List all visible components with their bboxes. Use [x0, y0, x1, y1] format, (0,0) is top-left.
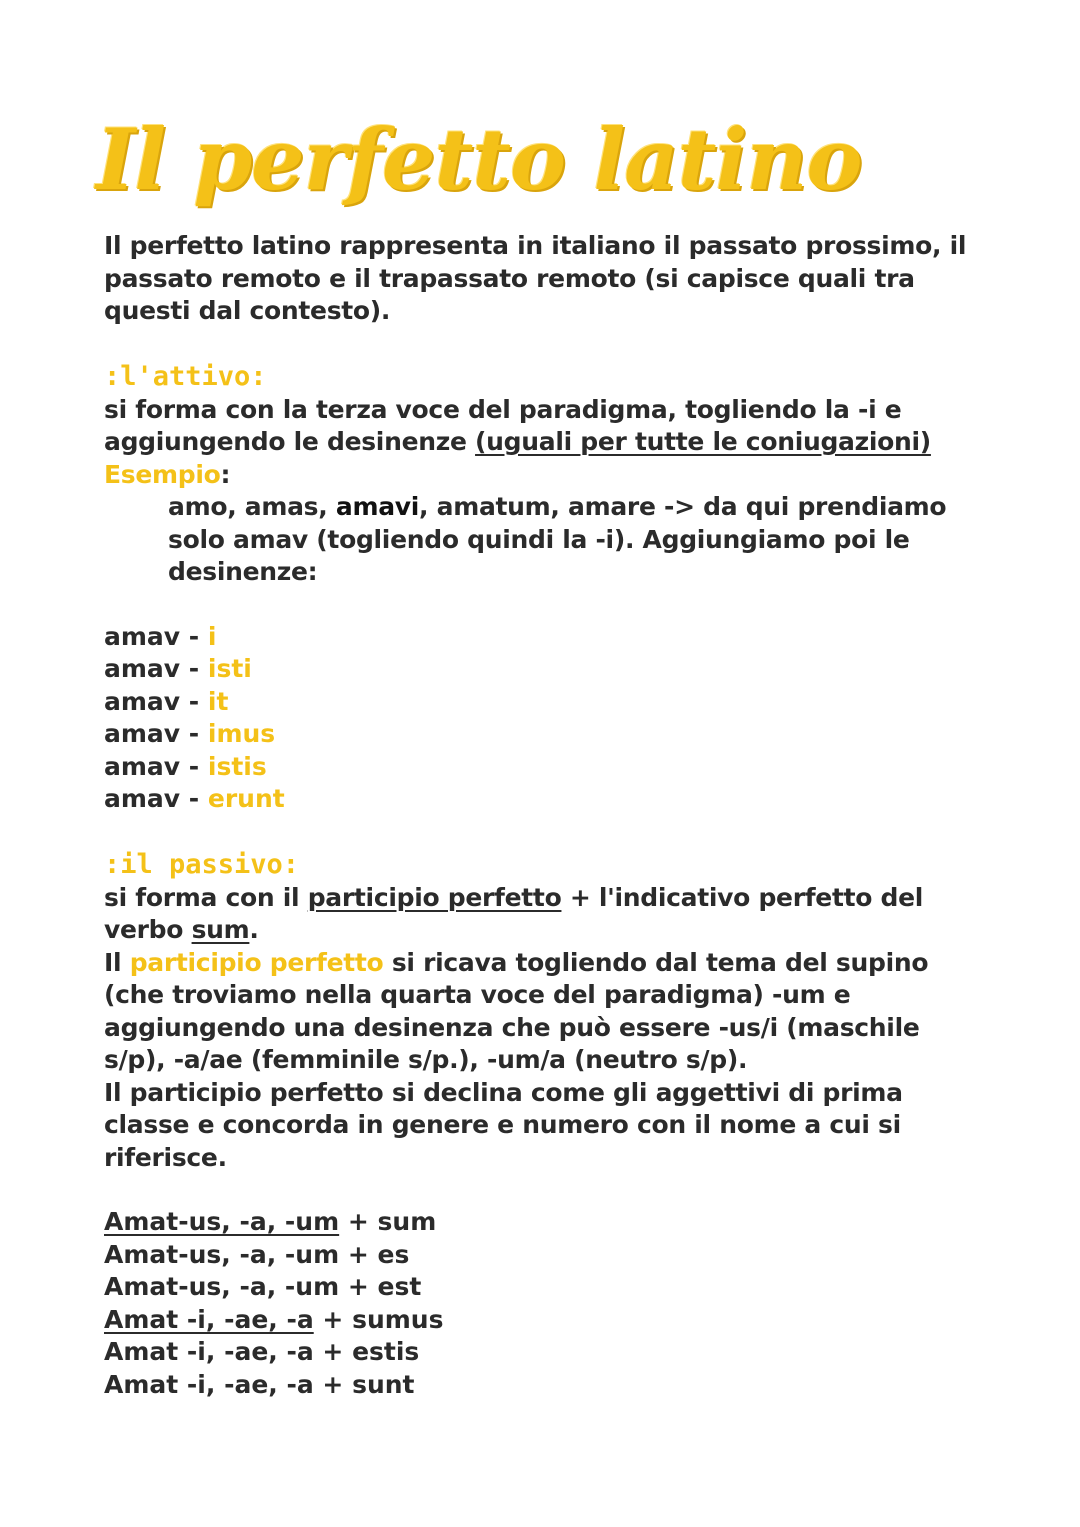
passive-row-aux: + sumus	[313, 1304, 444, 1334]
passive-row-aux: + sum	[339, 1207, 437, 1236]
active-row	[104, 751, 984, 784]
passive-heading: :il passivo:	[104, 848, 300, 880]
passive-row	[104, 1271, 984, 1304]
active-description	[104, 394, 984, 459]
active-row	[104, 783, 984, 816]
passive-description	[104, 882, 984, 947]
passive-row-aux: + es	[339, 1239, 410, 1269]
passive-description-sum: sum	[191, 915, 250, 944]
participle-paragraph-post: si ricava togliendo dal tema del supino (che troviamo nella quarta voce del paradigma) -um e aggiungendo una desinenza che può essere -us/i (maschile s/p), -a/ae (femminile s/p.), -um/a (neutro s/p).	[104, 947, 929, 1074]
active-row-stem: amav -	[104, 784, 208, 813]
passive-row	[104, 1206, 984, 1239]
passive-description-post: .	[249, 915, 259, 944]
intro-paragraph: Il perfetto latino rappresenta in italiano il passato prossimo, il passato remoto e il trapassato remoto (si capisce quali tra questi dal contesto).	[104, 231, 967, 325]
passive-description-underlined: participio perfetto	[307, 882, 562, 912]
participle-paragraph-accent: participio perfetto	[129, 947, 384, 977]
active-row-stem: amav -	[104, 686, 208, 716]
active-row-stem: amav -	[104, 621, 208, 651]
passive-row-form: Amat-us, -a, -um	[104, 1272, 340, 1301]
example-text-bold: amavi	[335, 492, 420, 521]
spacer	[104, 1174, 984, 1206]
page-title: Il perfetto latino	[96, 110, 862, 209]
active-heading: :l'attivo:	[104, 360, 267, 392]
example-colon: :	[220, 459, 231, 489]
passive-conjugation-table	[104, 1206, 984, 1401]
example-label: Esempio	[104, 459, 221, 489]
example-text-post: , amatum, amare -> da qui prendiamo solo amav (togliendo quindi la -i). Aggiungiamo poi le desinenze:	[168, 492, 947, 586]
passive-row-form: Amat -i, -ae, -a	[104, 1304, 314, 1334]
active-row	[104, 686, 984, 719]
passive-row	[104, 1304, 984, 1337]
passive-row	[104, 1336, 984, 1369]
document-page	[96, 100, 984, 1401]
passive-row-form: Amat-us, -a, -um	[104, 1207, 340, 1236]
participle-paragraph	[104, 947, 984, 1077]
active-row-ending: it	[207, 686, 229, 716]
active-conjugation-table	[104, 621, 984, 816]
participle-paragraph-pre: Il	[104, 947, 130, 977]
active-row	[104, 653, 984, 686]
declension-paragraph: Il participio perfetto si declina come gli aggettivi di prima classe e concorda in genere e numero con il nome a cui si riferisce.	[104, 1077, 903, 1172]
passive-row-form: Amat -i, -ae, -a	[104, 1369, 314, 1399]
passive-row-form: Amat-us, -a, -um	[104, 1239, 340, 1269]
active-row-stem: amav -	[104, 719, 208, 748]
passive-row-aux: + estis	[313, 1337, 420, 1366]
active-description-underlined: (uguali per tutte le coniugazioni)	[475, 427, 931, 456]
active-description-text: si forma con la terza voce del paradigma, togliendo la -i e aggiungendo le desinenze	[104, 394, 902, 456]
passive-row-aux: + est	[339, 1272, 422, 1301]
spacer	[104, 816, 984, 848]
active-row-ending: isti	[207, 654, 252, 683]
active-row-stem: amav -	[104, 751, 208, 781]
passive-row-aux: + sunt	[313, 1369, 415, 1399]
active-row-ending: erunt	[207, 784, 285, 813]
example-text	[104, 491, 984, 589]
spacer	[104, 589, 984, 621]
active-row-stem: amav -	[104, 654, 208, 683]
active-row-ending: imus	[207, 719, 276, 748]
active-row-ending: i	[207, 621, 217, 651]
active-row-ending: istis	[207, 751, 267, 781]
spacer	[104, 328, 984, 360]
active-row	[104, 718, 984, 751]
passive-description-mid: + l'indicativo perfetto del verbo	[104, 882, 924, 944]
example-label-line	[104, 459, 984, 492]
example-text-pre: amo, amas,	[168, 492, 336, 521]
passive-row	[104, 1369, 984, 1402]
passive-row	[104, 1239, 984, 1272]
active-row	[104, 621, 984, 654]
passive-row-form: Amat -i, -ae, -a	[104, 1337, 314, 1366]
passive-description-pre: si forma con il	[104, 882, 308, 912]
